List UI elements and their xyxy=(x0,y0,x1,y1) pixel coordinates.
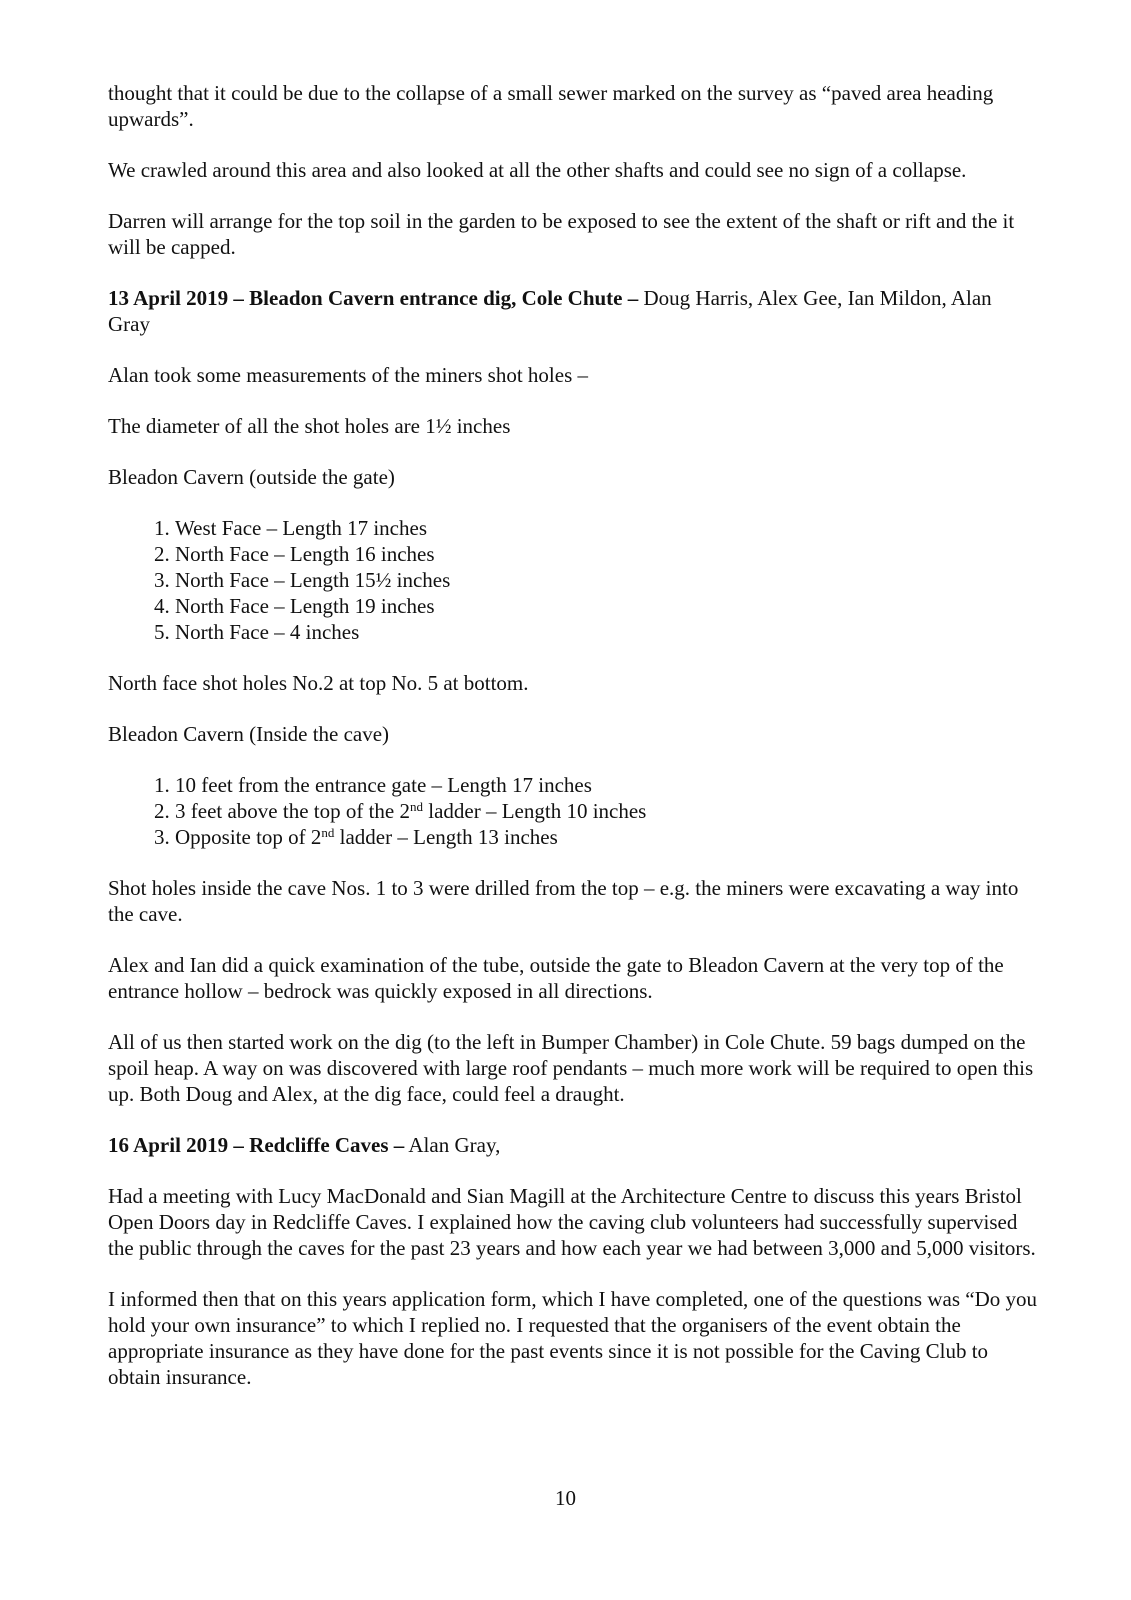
paragraph-darren-topsoil: Darren will arrange for the top soil in the garden to be exposed to see the extent of the shaft or rift and the it will be capped. xyxy=(108,209,1015,259)
list-outside-gate xyxy=(108,515,1038,645)
list-item: 4. North Face – Length 19 inches xyxy=(175,593,1038,619)
paragraph-crawled-around: We crawled around this area and also looked at all the other shafts and could see no sign of a collapse. xyxy=(108,158,967,182)
list-item: 3. North Face – Length 15½ inches xyxy=(175,567,1038,593)
paragraph-meeting-note: Had a meeting with Lucy MacDonald and Sian Magill at the Architecture Centre to discuss this years Bristol Open Doors day in Redcliffe Caves. I explained how the caving club volunteers had successfully supervised the public through the caves for the past 23 years and how each year we had between 3,000 and 5,000 visitors. xyxy=(108,1184,1036,1260)
paragraph-measurements-intro: Alan took some measurements of the miners shot holes – xyxy=(108,363,588,387)
paragraph-north-face-note: North face shot holes No.2 at top No. 5 at bottom. xyxy=(108,671,529,695)
entry-heading-16-april xyxy=(108,1132,1038,1158)
paragraph-inside-note: Shot holes inside the cave Nos. 1 to 3 were drilled from the top – e.g. the miners were excavating a way into the cave. xyxy=(108,876,1019,926)
entry-title-16-april: 16 April 2019 – Redcliffe Caves – xyxy=(108,1133,405,1157)
document-body xyxy=(108,80,1038,1415)
paragraph-sewer-collapse: thought that it could be due to the collapse of a small sewer marked on the survey as “paved area heading upwards”. xyxy=(108,81,994,131)
list-inside-cave xyxy=(108,772,1038,850)
list-item xyxy=(175,798,1038,824)
list-item: 1. 10 feet from the entrance gate – Length 17 inches xyxy=(175,772,1038,798)
paragraph-tube-note: Alex and Ian did a quick examination of the tube, outside the gate to Bleadon Cavern at the very top of the entrance hollow – bedrock was quickly exposed in all directions. xyxy=(108,953,1004,1003)
paragraph-diameter: The diameter of all the shot holes are 1½ inches xyxy=(108,414,511,438)
entry-people-13-april: Doug Harris, Alex Gee, Ian Mildon, Alan Gray xyxy=(108,286,992,336)
list-item: 1. West Face – Length 17 inches xyxy=(175,515,1038,541)
list-item-text: ladder – Length 13 inches xyxy=(334,825,558,849)
ordinal-superscript: nd xyxy=(321,825,335,840)
entry-heading-13-april xyxy=(108,285,1038,337)
ordinal-superscript: nd xyxy=(410,799,423,814)
paragraph-dig-note: All of us then started work on the dig (to the left in Bumper Chamber) in Cole Chute. 59 bags dumped on the spoil heap. A way on was discovered with large roof pendants – much more work will be required to open this up. Both Doug and Alex, at the dig face, could feel a draught. xyxy=(108,1030,1034,1106)
page-number: 10 xyxy=(555,1486,576,1510)
list-item: 2. North Face – Length 16 inches xyxy=(175,541,1038,567)
list-item-text: Opposite top of 2 xyxy=(175,825,322,849)
entry-title-13-april: 13 April 2019 – Bleadon Cavern entrance dig, Cole Chute – xyxy=(108,286,639,310)
list-item: 5. North Face – 4 inches xyxy=(175,619,1038,645)
list-item xyxy=(175,824,1038,850)
section-heading-outside-gate: Bleadon Cavern (outside the gate) xyxy=(108,465,395,489)
paragraph-insurance-note: I informed then that on this years application form, which I have completed, one of the questions was “Do you hold your own insurance” to which I replied no. I requested that the organisers of the event obtain the appropriate insurance as they have done for the past events since it is not possible for the Caving Club to obtain insurance. xyxy=(108,1287,1038,1389)
list-item-text: 3 feet above the top of the 2 xyxy=(175,799,410,823)
section-heading-inside-cave: Bleadon Cavern (Inside the cave) xyxy=(108,722,390,746)
entry-people-16-april: Alan Gray, xyxy=(404,1133,501,1157)
list-item-text: ladder – Length 10 inches xyxy=(423,799,647,823)
